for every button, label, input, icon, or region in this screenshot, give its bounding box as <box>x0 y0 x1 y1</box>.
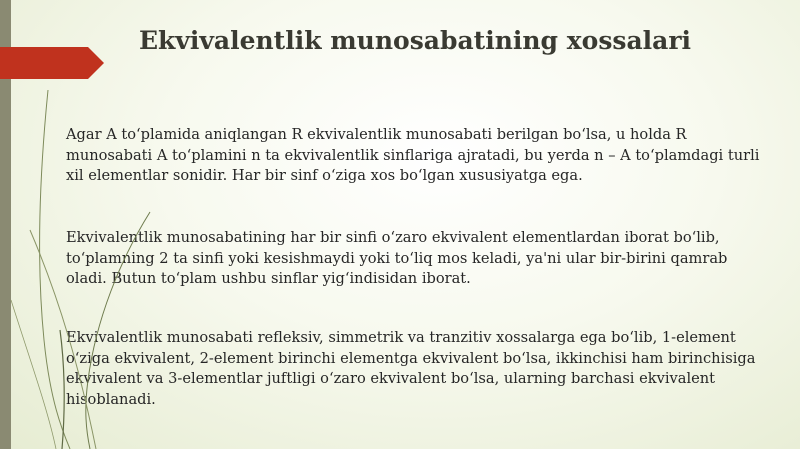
paragraph-3: Ekvivalentlik munosabati refleksiv, simmetrik va tranzitiv xossalarga ega bo‘lib, 1-element o‘ziga ekvivalent, 2-element birinchi elementga ekvivalent bo‘lsa, ikkinchisi ham birinchisiga ekvivalent va 3-elementlar juftligi o‘zaro ekvivalent bo‘lsa, ularning barchasi ekvivalent hisoblanadi. <box>66 329 756 408</box>
paragraph-2: Ekvivalentlik munosabatining har bir sinfi o‘zaro ekvivalent elementlardan iborat bo‘lib, to‘plamning 2 ta sinfi yoki kesishmaydi yoki to‘liq mos keladi, ya'ni ular bir-birini qamrab oladi. Butun to‘plam ushbu sinflar yig‘indisidan iborat. <box>66 229 728 287</box>
paragraph-1: Agar A to‘plamida aniqlangan R ekvivalentlik munosabati berilgan bo‘lsa, u holda R munosabati A to‘plamini n ta ekvivalentlik sinflariga ajratadi, bu yerda n – A to‘plamdagi turli xil elementlar sonidir. Har bir sinf o‘ziga xos bo‘lgan xususiyatga ega. <box>66 126 760 184</box>
slide-title: Ekvivalentlik munosabatining xossalari <box>138 26 692 55</box>
red-arrow-banner-icon <box>0 47 104 79</box>
